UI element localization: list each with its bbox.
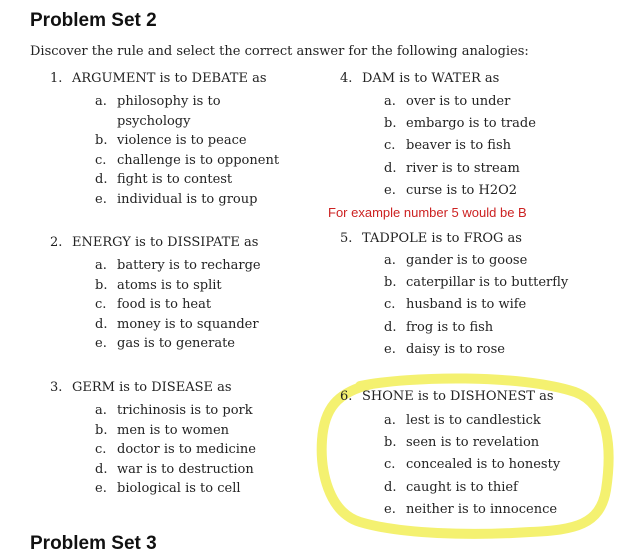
option-d[interactable]: d. war is to destruction <box>95 461 254 477</box>
question-number: 6. <box>340 389 353 404</box>
question-number: 2. <box>50 235 63 250</box>
option-a[interactable]: a. battery is to recharge <box>95 258 261 273</box>
question-stem: DAM is to WATER as <box>362 71 500 86</box>
problem-set-3-title: Problem Set 3 <box>30 533 157 554</box>
option-c[interactable]: c. doctor is to medicine <box>95 442 256 457</box>
question-1 <box>50 71 267 86</box>
question-3-options <box>95 401 256 499</box>
option-a[interactable]: a. lest is to candlestick <box>384 413 541 428</box>
question-number: 1. <box>50 71 63 86</box>
option-c[interactable]: c. beaver is to fish <box>384 138 512 154</box>
instructions: Discover the rule and select the correct answer for the following analogies: <box>30 44 529 59</box>
option-d[interactable]: d. caught is to thief <box>384 479 518 495</box>
option-e[interactable]: e. biological is to cell <box>95 481 241 496</box>
question-stem: ENERGY is to DISSIPATE as <box>72 235 259 250</box>
question-number: 3. <box>50 380 63 395</box>
question-4 <box>340 71 499 86</box>
option-b[interactable]: b. atoms is to split <box>95 277 222 293</box>
option-a[interactable]: a. trichinosis is to pork <box>95 403 253 418</box>
option-d[interactable]: d. river is to stream <box>384 160 520 176</box>
option-e[interactable]: e. individual is to group <box>95 191 258 207</box>
question-stem: TADPOLE is to FROG as <box>362 231 522 246</box>
question-6-options <box>384 410 560 521</box>
option-e[interactable]: e. daisy is to rose <box>384 341 505 357</box>
option-c[interactable]: c. husband is to wife <box>384 297 527 313</box>
option-d[interactable]: d. money is to squander <box>95 316 259 332</box>
question-number: 5. <box>340 231 353 246</box>
option-e[interactable]: e. curse is to H2O2 <box>384 182 518 198</box>
question-3 <box>50 380 232 395</box>
question-6 <box>340 389 554 404</box>
option-c[interactable]: c. challenge is to opponent <box>95 152 280 168</box>
option-a[interactable]: a. philosophy is to psychology <box>95 94 221 129</box>
option-a[interactable]: a. gander is to goose <box>384 253 528 268</box>
question-stem: ARGUMENT is to DEBATE as <box>72 71 267 86</box>
problem-set-2-title: Problem Set 2 <box>30 10 157 31</box>
option-b[interactable]: b. caterpillar is to butterfly <box>384 275 569 291</box>
option-e[interactable]: e. neither is to innocence <box>384 501 558 517</box>
option-b[interactable]: b. embargo is to trade <box>384 116 536 132</box>
option-d[interactable]: d. frog is to fish <box>384 319 494 335</box>
question-1-options <box>95 92 279 209</box>
question-number: 4. <box>340 71 353 86</box>
option-a[interactable]: a. over is to under <box>384 94 511 109</box>
question-2-options <box>95 256 261 354</box>
example-note: For example number 5 would be B <box>328 205 527 220</box>
option-b[interactable]: b. men is to women <box>95 422 230 438</box>
question-5 <box>340 231 522 246</box>
option-b[interactable]: b. violence is to peace <box>95 133 247 148</box>
option-d[interactable]: d. fight is to contest <box>95 172 233 187</box>
question-4-options <box>384 91 536 202</box>
option-c[interactable]: c. concealed is to honesty <box>384 457 561 473</box>
question-5-options <box>384 250 568 361</box>
option-e[interactable]: e. gas is to generate <box>95 336 235 351</box>
question-stem: GERM is to DISEASE as <box>72 380 232 395</box>
option-b[interactable]: b. seen is to revelation <box>384 435 540 451</box>
option-c[interactable]: c. food is to heat <box>95 297 212 312</box>
question-stem: SHONE is to DISHONEST as <box>362 389 554 404</box>
question-2 <box>50 235 258 250</box>
